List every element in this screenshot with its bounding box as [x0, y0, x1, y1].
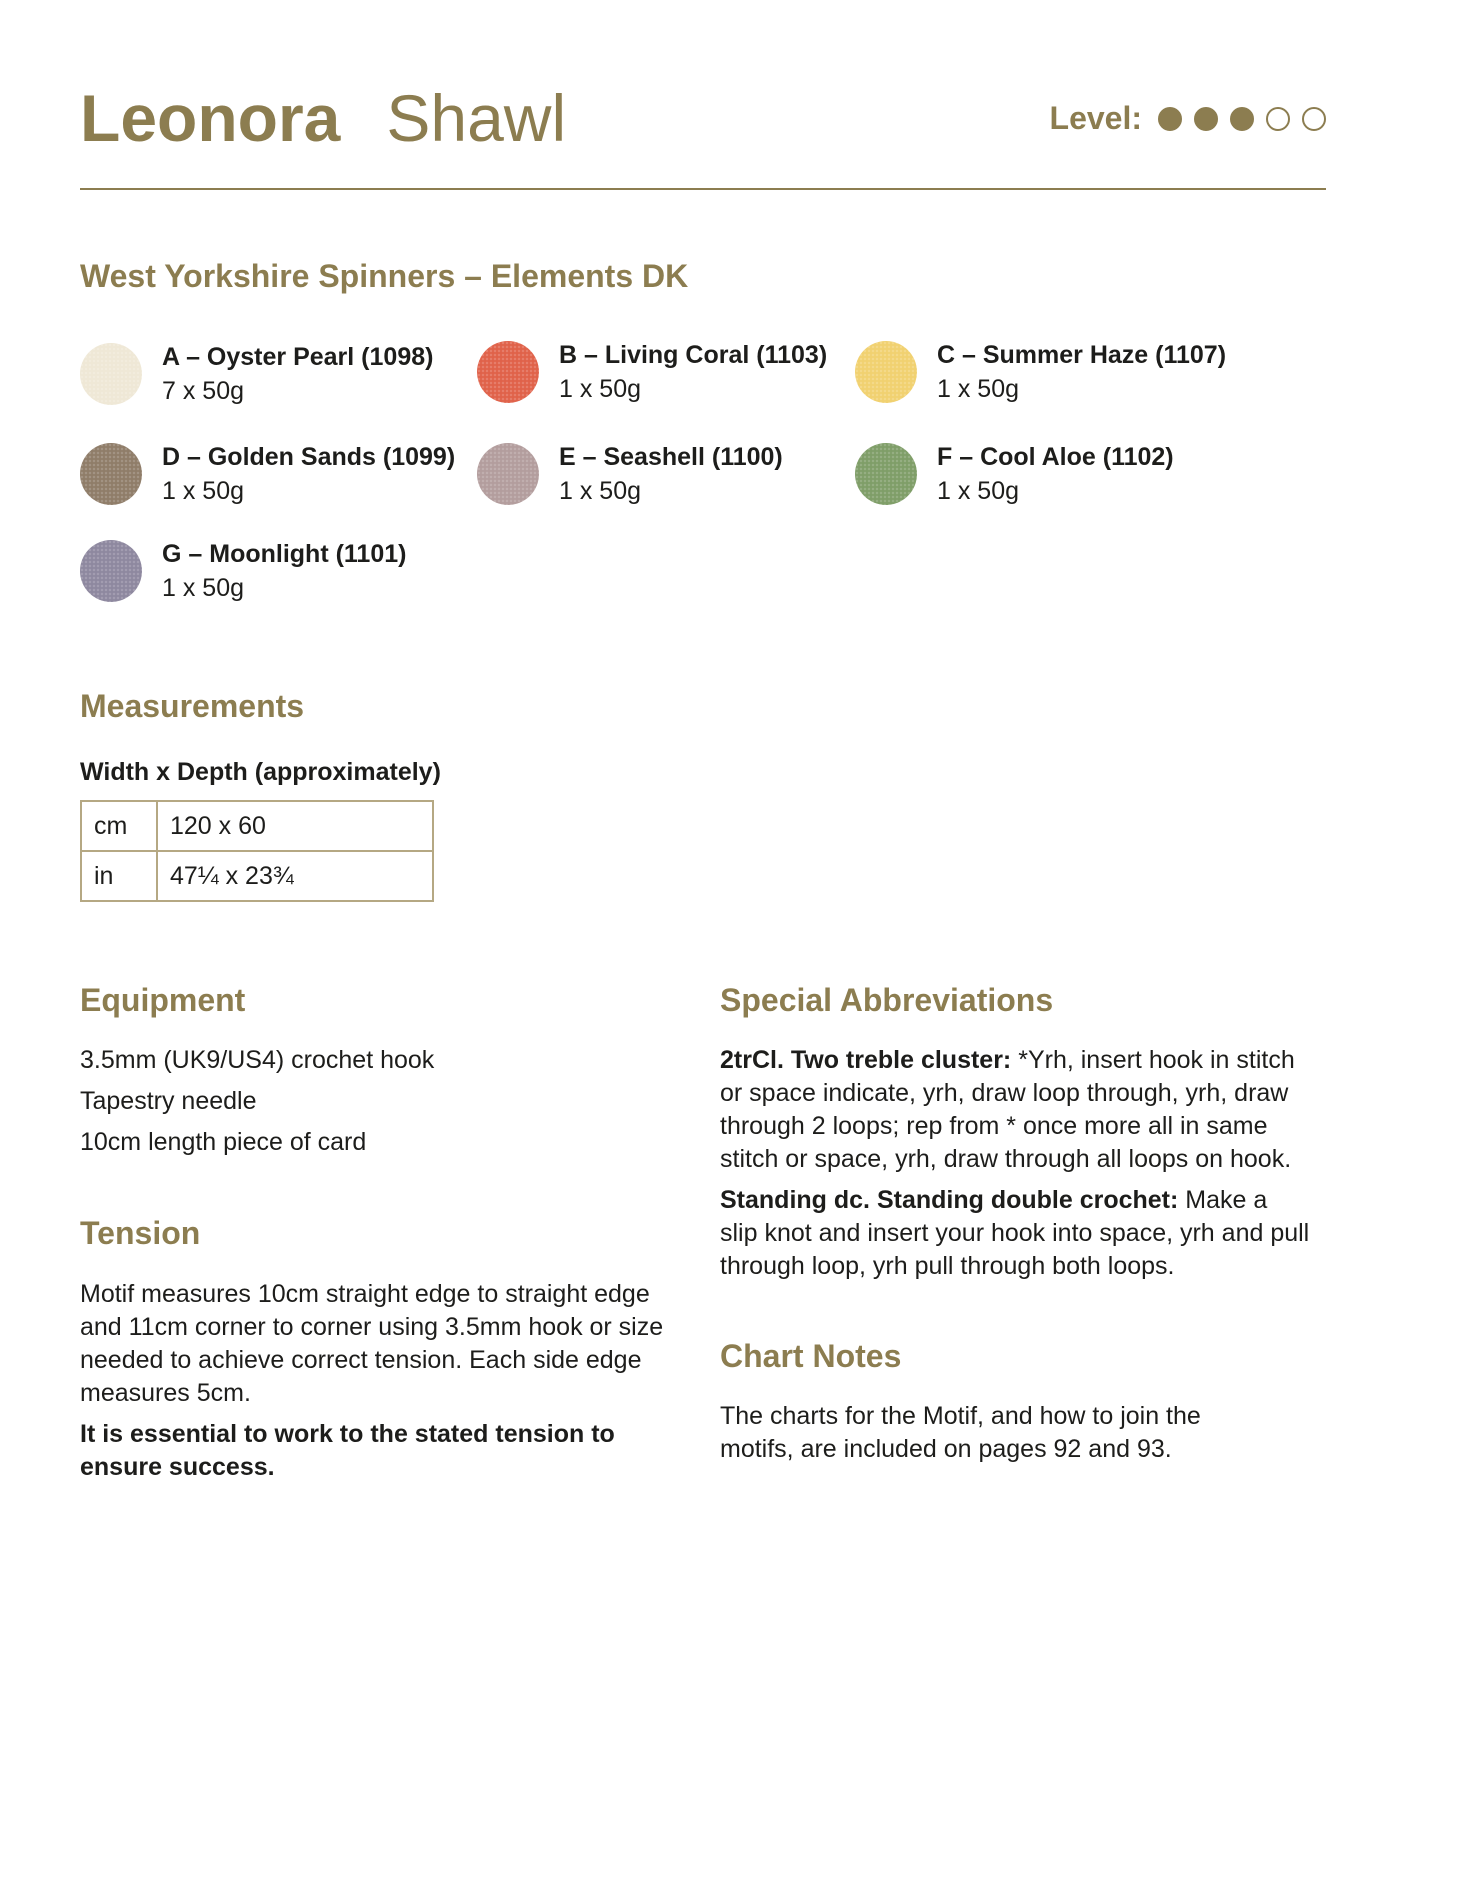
unit-cell: in — [81, 851, 157, 901]
yarn-name: C – Summer Haze (1107) — [937, 341, 1227, 369]
yarn-name: D – Golden Sands (1099) — [162, 443, 456, 471]
yarn-item-c — [855, 338, 1226, 406]
yarn-heading: West Yorkshire Spinners – Elements DK — [80, 258, 689, 294]
level-label: Level: — [1049, 100, 1142, 136]
skill-level — [1050, 100, 1326, 137]
yarn-item-b — [477, 338, 827, 406]
list-item: 3.5mm (UK9/US4) crochet hook — [80, 1046, 435, 1074]
chart-notes-heading: Chart Notes — [720, 1338, 902, 1374]
yarn-name: B – Living Coral (1103) — [559, 341, 828, 369]
yarn-name: A – Oyster Pearl (1098) — [162, 343, 434, 371]
tension-body — [80, 1278, 680, 1492]
abbreviation-text: Make a slip knot and insert your hook into space, yrh and pull through loop, yrh pull through both loops. — [720, 1186, 1310, 1280]
abbreviation-term: Standing dc. Standing double crochet: — [720, 1186, 1179, 1214]
equipment-heading: Equipment — [80, 982, 246, 1018]
yarn-item-g — [80, 537, 406, 605]
tension-heading: Tension — [80, 1215, 201, 1251]
yarn-item-a — [80, 340, 433, 408]
yarn-qty: 1 x 50g — [937, 375, 1020, 403]
value-cell: 120 x 60 — [157, 801, 433, 851]
yarn-swatch-f — [855, 443, 917, 505]
yarn-name: E – Seashell (1100) — [559, 443, 783, 471]
level-dot-1 — [1158, 107, 1182, 131]
yarn-item-d — [80, 440, 455, 508]
unit-cell: cm — [81, 801, 157, 851]
abbreviation-item — [720, 1044, 1310, 1176]
title-light: Shawl — [386, 81, 567, 155]
level-dot-2 — [1194, 107, 1218, 131]
yarn-swatch-a — [80, 343, 142, 405]
yarn-item-f — [855, 440, 1174, 508]
abbreviations-body — [720, 1044, 1310, 1291]
page-title — [80, 78, 566, 158]
level-dot-4 — [1266, 107, 1290, 131]
yarn-name: F – Cool Aloe (1102) — [937, 443, 1174, 471]
tension-note: It is essential to work to the stated tension to ensure success. — [80, 1420, 615, 1481]
abbreviations-heading: Special Abbreviations — [720, 982, 1054, 1018]
list-item: 10cm length piece of card — [80, 1128, 367, 1156]
measurements-subheading: Width x Depth (approximately) — [80, 758, 441, 786]
tension-text: Motif measures 10cm straight edge to straight edge and 11cm corner to corner using 3.5mm hook or size needed to achieve correct tension. Each side edge measures 5cm. — [80, 1280, 664, 1407]
yarn-qty: 1 x 50g — [559, 477, 642, 505]
equipment-list — [80, 1040, 434, 1163]
title-bold: Leonora — [80, 81, 341, 155]
yarn-item-e — [477, 440, 783, 508]
level-dot-5 — [1302, 107, 1326, 131]
yarn-qty: 1 x 50g — [937, 477, 1020, 505]
level-dot-3 — [1230, 107, 1254, 131]
table-row — [81, 851, 433, 901]
yarn-qty: 1 x 50g — [162, 477, 245, 505]
abbreviation-item — [720, 1184, 1310, 1283]
yarn-qty: 7 x 50g — [162, 377, 245, 405]
chart-notes-text: The charts for the Motif, and how to join the motifs, are included on pages 92 and 93. — [720, 1402, 1201, 1463]
yarn-qty: 1 x 50g — [162, 574, 245, 602]
chart-notes-body — [720, 1400, 1210, 1474]
yarn-swatch-c — [855, 341, 917, 403]
value-cell: 47¼ x 23¾ — [157, 851, 433, 901]
yarn-swatch-b — [477, 341, 539, 403]
yarn-qty: 1 x 50g — [559, 375, 642, 403]
table-row — [81, 801, 433, 851]
yarn-swatch-d — [80, 443, 142, 505]
yarn-swatch-e — [477, 443, 539, 505]
header-divider — [80, 188, 1326, 190]
measurements-table — [80, 800, 434, 902]
abbreviation-text: *Yrh, insert hook in stitch or space indicate, yrh, draw loop through, yrh, draw through 2 loops; rep from * once more all in same stitch or space, yrh, draw through all loops on hook. — [720, 1046, 1295, 1173]
yarn-swatch-g — [80, 540, 142, 602]
measurements-heading: Measurements — [80, 688, 305, 724]
abbreviation-term: 2trCl. Two treble cluster: — [720, 1046, 1012, 1074]
yarn-name: G – Moonlight (1101) — [162, 540, 407, 568]
list-item: Tapestry needle — [80, 1087, 257, 1115]
